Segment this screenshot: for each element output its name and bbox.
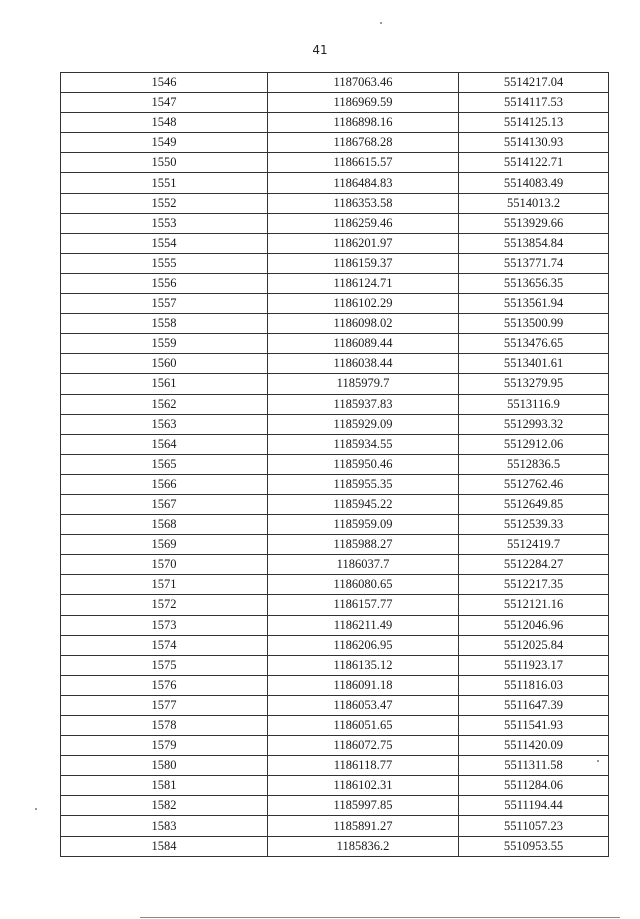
- point-number-cell: 1561: [61, 374, 268, 394]
- x-coordinate-cell: 1186037.7: [268, 555, 459, 575]
- table-row: [61, 615, 609, 635]
- point-number-cell: 1556: [61, 273, 268, 293]
- point-number-cell: 1568: [61, 515, 268, 535]
- y-coordinate-cell: 5514013.2: [459, 193, 609, 213]
- x-coordinate-cell: 1185959.09: [268, 515, 459, 535]
- x-coordinate-cell: 1185950.46: [268, 454, 459, 474]
- table-row: [61, 535, 609, 555]
- table-row: [61, 494, 609, 514]
- x-coordinate-cell: 1186353.58: [268, 193, 459, 213]
- point-number-cell: 1557: [61, 294, 268, 314]
- y-coordinate-cell: 5513929.66: [459, 213, 609, 233]
- point-number-cell: 1580: [61, 756, 268, 776]
- point-number-cell: 1581: [61, 776, 268, 796]
- y-coordinate-cell: 5512836.5: [459, 454, 609, 474]
- x-coordinate-cell: 1186102.31: [268, 776, 459, 796]
- x-coordinate-cell: 1186969.59: [268, 93, 459, 113]
- point-number-cell: 1552: [61, 193, 268, 213]
- table-row: [61, 474, 609, 494]
- table-row: [61, 73, 609, 93]
- y-coordinate-cell: 5512912.06: [459, 434, 609, 454]
- table-row: [61, 756, 609, 776]
- point-number-cell: 1571: [61, 575, 268, 595]
- point-number-cell: 1562: [61, 394, 268, 414]
- x-coordinate-cell: 1186898.16: [268, 113, 459, 133]
- point-number-cell: 1576: [61, 675, 268, 695]
- y-coordinate-cell: 5514122.71: [459, 153, 609, 173]
- table-row: [61, 253, 609, 273]
- point-number-cell: 1549: [61, 133, 268, 153]
- x-coordinate-cell: 1186102.29: [268, 294, 459, 314]
- y-coordinate-cell: 5511816.03: [459, 675, 609, 695]
- y-coordinate-cell: 5512121.16: [459, 595, 609, 615]
- point-number-cell: 1570: [61, 555, 268, 575]
- x-coordinate-cell: 1186768.28: [268, 133, 459, 153]
- table-row: [61, 153, 609, 173]
- point-number-cell: 1546: [61, 73, 268, 93]
- table-row: [61, 515, 609, 535]
- y-coordinate-cell: 5513771.74: [459, 253, 609, 273]
- y-coordinate-cell: 5513279.95: [459, 374, 609, 394]
- x-coordinate-cell: 1186484.83: [268, 173, 459, 193]
- y-coordinate-cell: 5514217.04: [459, 73, 609, 93]
- y-coordinate-cell: 5512539.33: [459, 515, 609, 535]
- point-number-cell: 1548: [61, 113, 268, 133]
- table-row: [61, 133, 609, 153]
- y-coordinate-cell: 5513656.35: [459, 273, 609, 293]
- point-number-cell: 1559: [61, 334, 268, 354]
- table-row: [61, 675, 609, 695]
- x-coordinate-cell: 1185955.35: [268, 474, 459, 494]
- coordinates-table-body: [61, 73, 609, 857]
- point-number-cell: 1575: [61, 655, 268, 675]
- x-coordinate-cell: 1186080.65: [268, 575, 459, 595]
- point-number-cell: 1566: [61, 474, 268, 494]
- x-coordinate-cell: 1185934.55: [268, 434, 459, 454]
- point-number-cell: 1569: [61, 535, 268, 555]
- table-row: [61, 595, 609, 615]
- x-coordinate-cell: 1185929.09: [268, 414, 459, 434]
- table-row: [61, 374, 609, 394]
- y-coordinate-cell: 5511541.93: [459, 716, 609, 736]
- table-row: [61, 93, 609, 113]
- x-coordinate-cell: 1187063.46: [268, 73, 459, 93]
- point-number-cell: 1573: [61, 615, 268, 635]
- x-coordinate-cell: 1186091.18: [268, 675, 459, 695]
- point-number-cell: 1547: [61, 93, 268, 113]
- x-coordinate-cell: 1186098.02: [268, 314, 459, 334]
- table-row: [61, 113, 609, 133]
- y-coordinate-cell: 5514083.49: [459, 173, 609, 193]
- y-coordinate-cell: 5513401.61: [459, 354, 609, 374]
- x-coordinate-cell: 1186615.57: [268, 153, 459, 173]
- y-coordinate-cell: 5512419.7: [459, 535, 609, 555]
- table-row: [61, 836, 609, 856]
- point-number-cell: 1584: [61, 836, 268, 856]
- scan-speck: [597, 760, 599, 762]
- x-coordinate-cell: 1186089.44: [268, 334, 459, 354]
- y-coordinate-cell: 5513476.65: [459, 334, 609, 354]
- scan-speck: [380, 22, 382, 24]
- y-coordinate-cell: 5512649.85: [459, 494, 609, 514]
- page-number: 41: [312, 43, 328, 57]
- table-row: [61, 273, 609, 293]
- table-row: [61, 575, 609, 595]
- table-row: [61, 655, 609, 675]
- point-number-cell: 1578: [61, 716, 268, 736]
- x-coordinate-cell: 1186259.46: [268, 213, 459, 233]
- x-coordinate-cell: 1185997.85: [268, 796, 459, 816]
- x-coordinate-cell: 1186051.65: [268, 716, 459, 736]
- table-row: [61, 776, 609, 796]
- x-coordinate-cell: 1185945.22: [268, 494, 459, 514]
- y-coordinate-cell: 5511647.39: [459, 695, 609, 715]
- y-coordinate-cell: 5512284.27: [459, 555, 609, 575]
- y-coordinate-cell: 5514130.93: [459, 133, 609, 153]
- point-number-cell: 1564: [61, 434, 268, 454]
- x-coordinate-cell: 1186211.49: [268, 615, 459, 635]
- point-number-cell: 1565: [61, 454, 268, 474]
- coordinates-table: [60, 72, 609, 857]
- table-row: [61, 294, 609, 314]
- table-row: [61, 555, 609, 575]
- y-coordinate-cell: 5514125.13: [459, 113, 609, 133]
- point-number-cell: 1583: [61, 816, 268, 836]
- y-coordinate-cell: 5511923.17: [459, 655, 609, 675]
- y-coordinate-cell: 5511311.58: [459, 756, 609, 776]
- point-number-cell: 1553: [61, 213, 268, 233]
- y-coordinate-cell: 5511057.23: [459, 816, 609, 836]
- x-coordinate-cell: 1186118.77: [268, 756, 459, 776]
- y-coordinate-cell: 5514117.53: [459, 93, 609, 113]
- x-coordinate-cell: 1185891.27: [268, 816, 459, 836]
- x-coordinate-cell: 1186157.77: [268, 595, 459, 615]
- y-coordinate-cell: 5512993.32: [459, 414, 609, 434]
- table-row: [61, 233, 609, 253]
- table-row: [61, 816, 609, 836]
- x-coordinate-cell: 1185988.27: [268, 535, 459, 555]
- table-row: [61, 193, 609, 213]
- y-coordinate-cell: 5512025.84: [459, 635, 609, 655]
- x-coordinate-cell: 1186135.12: [268, 655, 459, 675]
- point-number-cell: 1574: [61, 635, 268, 655]
- y-coordinate-cell: 5513116.9: [459, 394, 609, 414]
- x-coordinate-cell: 1186206.95: [268, 635, 459, 655]
- table-row: [61, 414, 609, 434]
- point-number-cell: 1560: [61, 354, 268, 374]
- point-number-cell: 1567: [61, 494, 268, 514]
- point-number-cell: 1582: [61, 796, 268, 816]
- table-row: [61, 314, 609, 334]
- table-row: [61, 354, 609, 374]
- x-coordinate-cell: 1185937.83: [268, 394, 459, 414]
- x-coordinate-cell: 1186201.97: [268, 233, 459, 253]
- x-coordinate-cell: 1186124.71: [268, 273, 459, 293]
- table-row: [61, 736, 609, 756]
- x-coordinate-cell: 1186053.47: [268, 695, 459, 715]
- point-number-cell: 1551: [61, 173, 268, 193]
- table-row: [61, 334, 609, 354]
- y-coordinate-cell: 5511194.44: [459, 796, 609, 816]
- point-number-cell: 1550: [61, 153, 268, 173]
- table-row: [61, 695, 609, 715]
- y-coordinate-cell: 5513500.99: [459, 314, 609, 334]
- y-coordinate-cell: 5513854.84: [459, 233, 609, 253]
- x-coordinate-cell: 1186159.37: [268, 253, 459, 273]
- x-coordinate-cell: 1186072.75: [268, 736, 459, 756]
- table-row: [61, 213, 609, 233]
- table-row: [61, 394, 609, 414]
- x-coordinate-cell: 1185836.2: [268, 836, 459, 856]
- y-coordinate-cell: 5511284.06: [459, 776, 609, 796]
- table-row: [61, 716, 609, 736]
- point-number-cell: 1558: [61, 314, 268, 334]
- point-number-cell: 1554: [61, 233, 268, 253]
- scan-speck: [35, 808, 37, 810]
- bottom-scan-edge: [140, 917, 620, 918]
- table-row: [61, 434, 609, 454]
- y-coordinate-cell: 5513561.94: [459, 294, 609, 314]
- table-row: [61, 173, 609, 193]
- point-number-cell: 1563: [61, 414, 268, 434]
- x-coordinate-cell: 1185979.7: [268, 374, 459, 394]
- point-number-cell: 1572: [61, 595, 268, 615]
- table-row: [61, 796, 609, 816]
- y-coordinate-cell: 5512217.35: [459, 575, 609, 595]
- y-coordinate-cell: 5512762.46: [459, 474, 609, 494]
- point-number-cell: 1555: [61, 253, 268, 273]
- table-row: [61, 635, 609, 655]
- y-coordinate-cell: 5511420.09: [459, 736, 609, 756]
- x-coordinate-cell: 1186038.44: [268, 354, 459, 374]
- y-coordinate-cell: 5512046.96: [459, 615, 609, 635]
- y-coordinate-cell: 5510953.55: [459, 836, 609, 856]
- table-row: [61, 454, 609, 474]
- point-number-cell: 1577: [61, 695, 268, 715]
- point-number-cell: 1579: [61, 736, 268, 756]
